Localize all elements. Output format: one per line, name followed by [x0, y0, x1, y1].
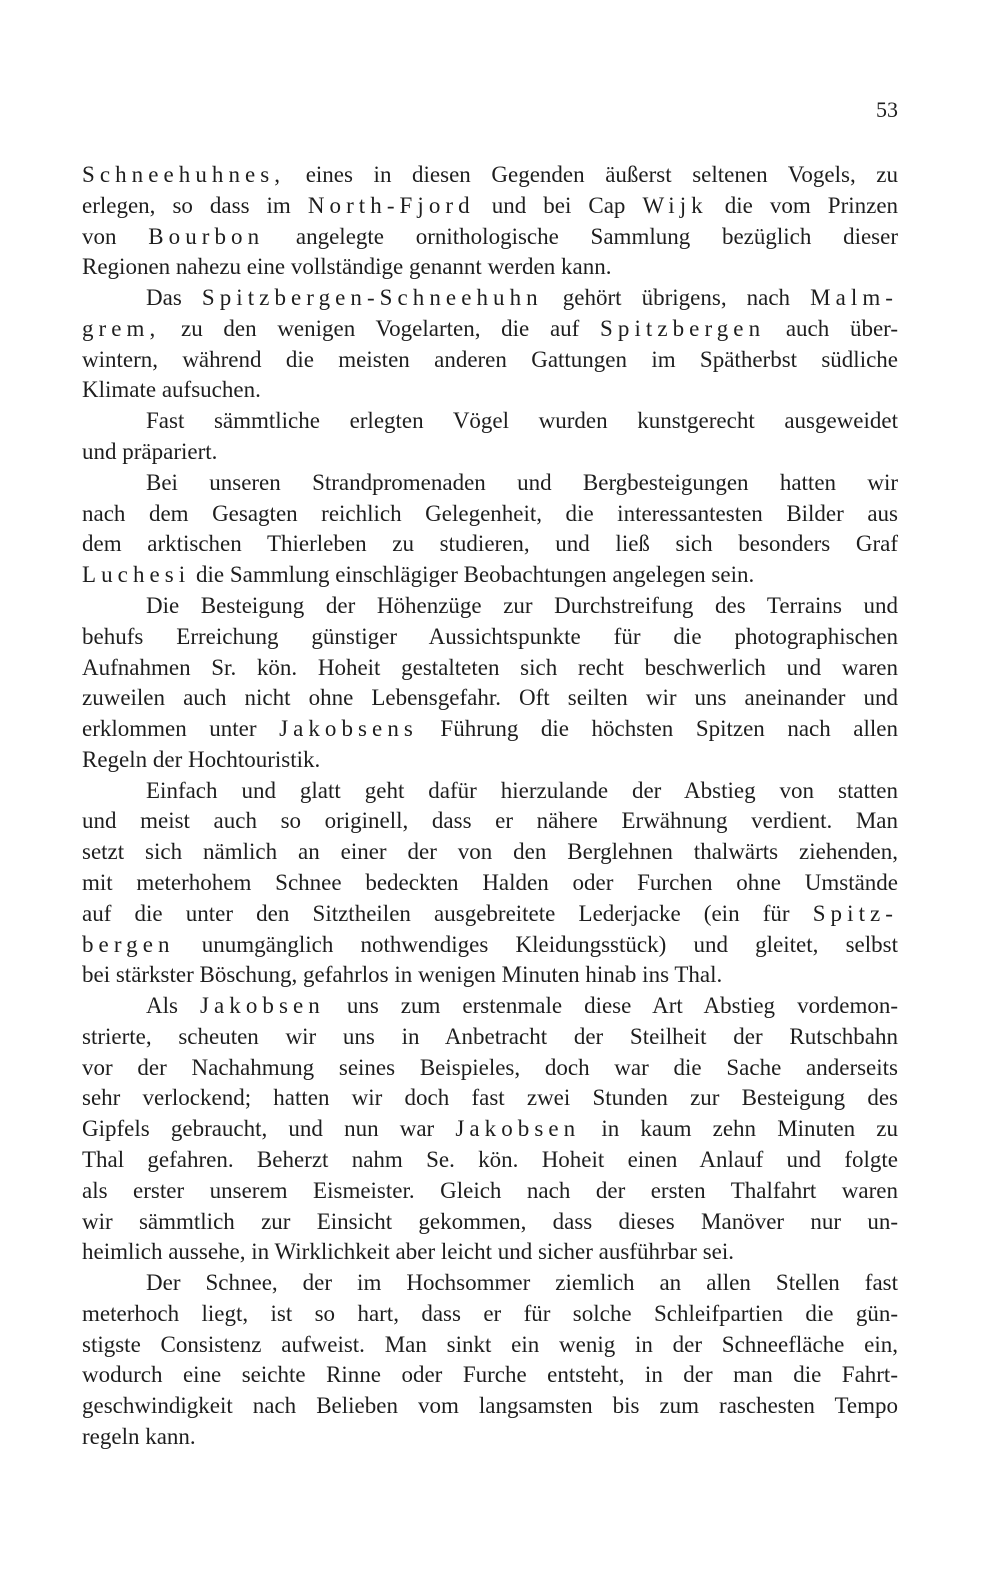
text-segment: wintern, während die meisten anderen Gattungen im Spätherbst südliche [82, 346, 898, 372]
text-segment: meterhoch liegt, ist so hart, dass er für solche Schleifpartien die gün- [82, 1300, 898, 1326]
text-line [82, 1176, 898, 1207]
text-segment: Die Besteigung der Höhenzüge zur Durchstreifung des Terrains und [146, 592, 898, 618]
text-line [82, 1268, 898, 1299]
text-line [82, 222, 898, 253]
spaced-emphasis-text: North-Fjord [307, 192, 475, 218]
text-segment: Fast sämmtliche erlegten Vögel wurden kunstgerecht ausgeweidet [146, 408, 898, 434]
text-segment: mit meterhohem Schnee bedeckten Halden oder Furchen ohne Umstände [82, 869, 898, 895]
spaced-emphasis-text: bergen [82, 931, 175, 957]
text-line [82, 468, 898, 499]
text-segment: behufs Erreichung günstiger Aussichtspunkte für die photographischen [82, 623, 898, 649]
text-segment: zu den wenigen Vogelarten, die auf [181, 315, 580, 341]
text-segment: dem arktischen Thierleben zu studieren, und ließ sich besonders Graf [82, 531, 898, 557]
spaced-emphasis-text: Luchesi [82, 562, 191, 588]
text-segment: Thal gefahren. Beherzt nahm Se. kön. Hoheit einen Anlauf und folgte [82, 1147, 898, 1172]
text-line [82, 1237, 898, 1268]
text-segment: Klimate aufsuchen. [82, 377, 261, 403]
text-segment: zuweilen auch nicht ohne Lebensgefahr. Oft seilten wir uns aneinander und [82, 685, 898, 711]
text-line [82, 283, 898, 314]
text-line [82, 1022, 898, 1053]
spaced-emphasis-text: Spitzbergen [600, 315, 766, 341]
paragraph [82, 406, 898, 468]
spaced-emphasis-text: Malm- [810, 285, 899, 311]
text-segment: Führung die höchsten Spitzen nach allen [440, 716, 898, 742]
text-segment: nach dem Gesagten reichlich Gelegenheit, die interessantesten Bilder aus [82, 500, 898, 526]
text-line [82, 868, 898, 899]
text-segment: und meist auch so originell, dass er nähere Erwähnung verdient. Man [82, 808, 898, 834]
text-line [82, 622, 898, 653]
text-line [82, 314, 898, 345]
text-segment: auch über- [785, 315, 899, 341]
paragraph [82, 776, 898, 991]
text-segment: in kaum zehn Minuten zu [601, 1116, 898, 1142]
text-segment: erlegen, so dass im [82, 192, 291, 218]
text-segment: vor der Nachahmung seines Beispieles, doch war die Sache anderseits [82, 1054, 898, 1080]
spaced-emphasis-text: Bourbon [148, 223, 265, 249]
text-segment: erklommen unter [82, 716, 257, 742]
paragraph [82, 283, 898, 406]
text-segment: von [82, 223, 117, 249]
text-line [82, 1360, 898, 1391]
text-segment: wir sämmtlich zur Einsicht gekommen, dass dieses Manöver nur un- [82, 1208, 898, 1234]
text-line [82, 1422, 898, 1453]
body-text [82, 160, 898, 1453]
text-segment: eines in diesen Gegenden äußerst seltenen Vogels, zu [305, 162, 898, 187]
text-segment: Gipfels gebraucht, und nun war [82, 1116, 435, 1142]
paragraph [82, 468, 898, 591]
text-line [82, 653, 898, 684]
text-line [82, 160, 898, 191]
text-segment: angelegte ornithologische Sammlung bezüglich dieser [295, 223, 899, 249]
text-line [82, 591, 898, 622]
text-line [82, 499, 898, 530]
text-line [82, 560, 898, 591]
paragraph [82, 591, 898, 776]
text-line [82, 1053, 898, 1084]
text-line [82, 960, 898, 991]
text-segment: regeln kann. [82, 1424, 196, 1450]
text-segment: die Sammlung einschlägiger Beobachtungen angelegen sein. [195, 562, 755, 588]
text-line [82, 806, 898, 837]
text-segment: Als [146, 993, 178, 1019]
text-segment: strierte, scheuten wir uns in Anbetracht der Steilheit der Rutschbahn [82, 1023, 898, 1049]
text-segment: Der Schnee, der im Hochsommer ziemlich an allen Stellen fast [146, 1270, 898, 1296]
text-segment: Regionen nahezu eine vollständige genannt werden kann. [82, 254, 612, 280]
text-line [82, 714, 898, 745]
text-segment: sehr verlockend; hatten wir doch fast zwei Stunden zur Besteigung des [82, 1085, 898, 1111]
text-segment: Einfach und glatt geht dafür hierzulande der Abstieg von statten [146, 777, 898, 803]
spaced-emphasis-text: Wijk [642, 192, 708, 218]
paragraph [82, 160, 898, 283]
text-line [82, 991, 898, 1022]
text-line [82, 899, 898, 930]
spaced-emphasis-text: Jakobsens [279, 716, 418, 742]
spaced-emphasis-text: Spitz- [812, 900, 899, 926]
text-line [82, 1299, 898, 1330]
text-line [82, 930, 898, 961]
text-segment: und bei Cap [491, 192, 626, 218]
spaced-emphasis-text: grem, [82, 315, 161, 341]
text-segment: Bei unseren Strandpromenaden und Bergbesteigungen hatten wir [146, 469, 898, 495]
text-segment: uns zum erstenmale diese Art Abstieg vordemon- [346, 993, 899, 1019]
paragraph [82, 1268, 898, 1453]
paragraph [82, 991, 898, 1268]
text-line [82, 745, 898, 776]
text-segment: unumgänglich nothwendiges Kleidungsstück) und gleitet, selbst [201, 931, 898, 957]
text-line [82, 1083, 898, 1114]
text-segment: gehört übrigens, nach [562, 285, 791, 311]
text-segment: die vom Prinzen [724, 192, 899, 218]
text-line [82, 1145, 898, 1176]
text-line [82, 406, 898, 437]
text-segment: bei stärkster Böschung, gefahrlos in wenigen Minuten hinab ins Thal. [82, 962, 723, 988]
text-segment: Regeln der Hochtouristik. [82, 746, 321, 772]
text-line [82, 345, 898, 376]
spaced-emphasis-text: Jakobsen [455, 1116, 581, 1142]
text-line [82, 437, 898, 468]
text-segment: heimlich aussehe, in Wirklichkeit aber leicht und sicher ausführbar sei. [82, 1239, 735, 1265]
text-line [82, 1391, 898, 1422]
text-line [82, 375, 898, 406]
spaced-emphasis-text: Jakobsen [199, 993, 325, 1019]
text-segment: geschwindigkeit nach Belieben vom langsamsten bis zum raschesten Tempo [82, 1393, 898, 1419]
text-line [82, 776, 898, 807]
text-segment: Aufnahmen Sr. kön. Hoheit gestalteten sich recht beschwerlich und waren [82, 654, 898, 680]
text-segment: wodurch eine seichte Rinne oder Furche entsteht, in der man die Fahrt- [82, 1362, 898, 1388]
text-line [82, 837, 898, 868]
spaced-emphasis-text: Schneehuhnes, [82, 162, 286, 187]
text-segment: setzt sich nämlich an einer der von den Berglehnen thalwärts ziehenden, [82, 839, 898, 865]
text-line [82, 191, 898, 222]
text-segment: als erster unserem Eismeister. Gleich nach der ersten Thalfahrt waren [82, 1177, 898, 1203]
text-segment: Das [146, 285, 182, 311]
text-segment: und präpariert. [82, 439, 218, 465]
text-line [82, 1330, 898, 1361]
text-line [82, 1207, 898, 1238]
text-line [82, 529, 898, 560]
page-number: 53 [876, 97, 898, 122]
text-line [82, 683, 898, 714]
text-line [82, 252, 898, 283]
spaced-emphasis-text: Spitzbergen-Schneehuhn [201, 285, 543, 311]
text-line [82, 1114, 898, 1145]
text-segment: stigste Consistenz aufweist. Man sinkt ein wenig in der Schneefläche ein, [82, 1331, 898, 1357]
text-segment: auf die unter den Sitztheilen ausgebreitete Lederjacke (ein für [82, 900, 790, 926]
